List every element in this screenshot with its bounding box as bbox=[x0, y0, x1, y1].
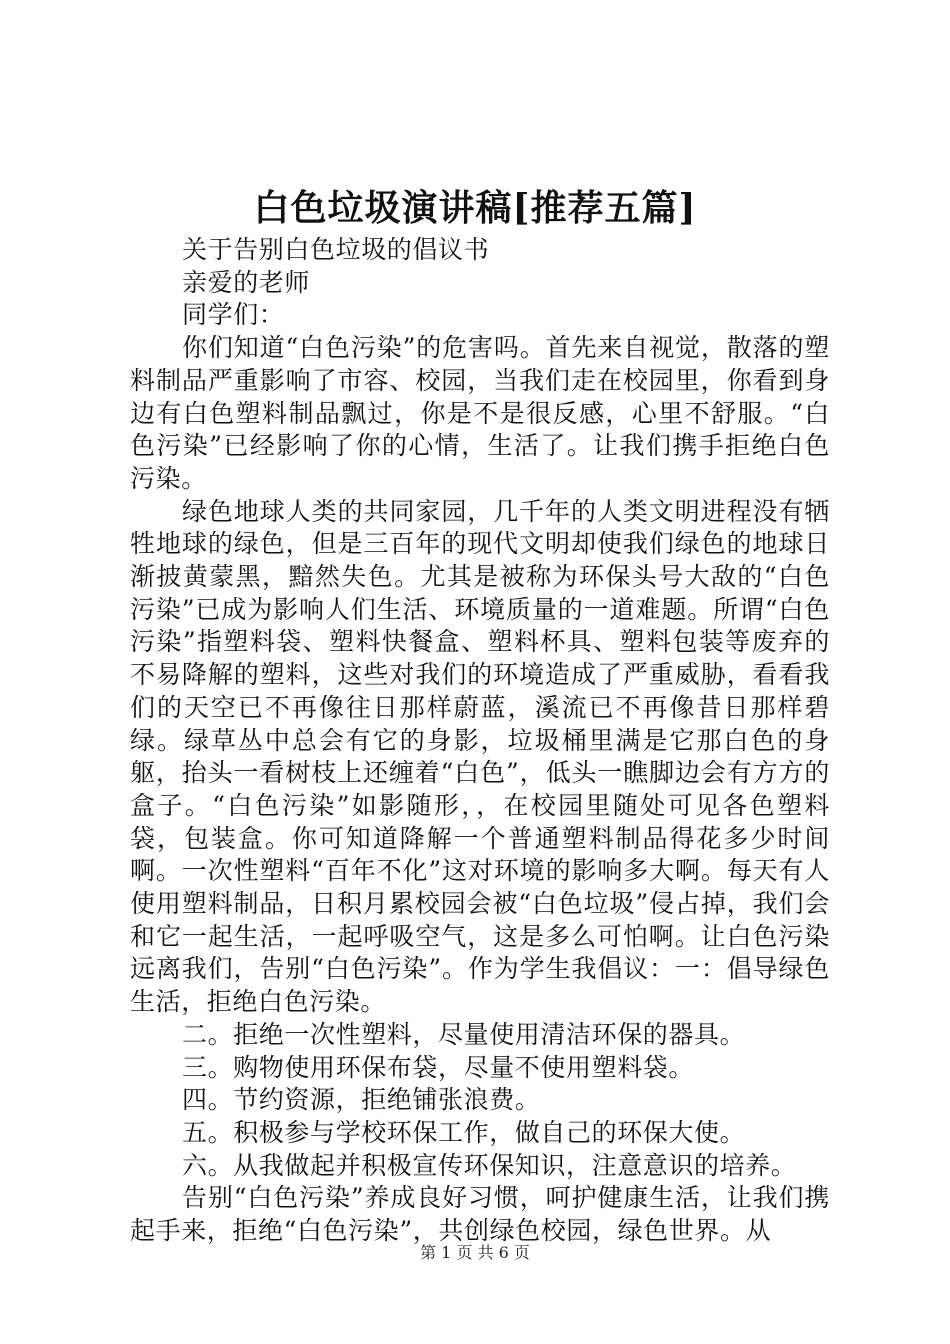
paragraph-item-3: 三。购物使用环保布袋，尽量不使用塑料袋。 bbox=[182, 1052, 695, 1082]
paragraph-salutation-1: 亲爱的老师 bbox=[182, 267, 311, 297]
paragraph-heading: 关于告别白色垃圾的倡议书 bbox=[182, 235, 490, 264]
document-title: 白色垃圾演讲稿[推荐五篇] bbox=[253, 187, 697, 229]
page-number-footer: 第 1 页 共 6 页 bbox=[420, 1243, 530, 1262]
paragraph-intro: 你们知道“白色污染”的危害吗。首先来自视觉，散落的塑料制品严重影响了市容、校园，当我们走在校园里，你看到身边有白色塑料制品飘过，你是不是很反感，心里不舒服。“白色污染”已经影响了你的心情，生活了。让我们携手拒绝白色污染。 bbox=[130, 333, 830, 493]
paragraph-main: 绿色地球人类的共同家园，几千年的人类文明进程没有牺牲地球的绿色，但是三百年的现代文明却使我们绿色的地球日渐披黄蒙黑，黯然失色。尤其是被称为环保头号大敌的“白色污染”已成为影响人们生活、环境质量的一道难题。所谓“白色污染”指塑料袋、塑料快餐盒、塑料杯具、塑料包装等废弃的不易降解的塑料，这些对我们的环境造成了严重威胁，看看我们的天空已不再像往日那样蔚蓝，溪流已不再像昔日那样碧绿。绿草丛中总会有它的身影，垃圾桶里满是它那白色的身躯，抬头一看树枝上还缠着“白色”，低头一瞧脚边会有方方的盒子。“白色污染”如影随形，，在校园里随处可见各色塑料袋，包装盒。你可知道降解一个普通塑料制品得花多少时间啊。一次性塑料“百年不化”这对环境的影响多大啊。每天有人使用塑料制品，日积月累校园会被“白色垃圾”侵占掉，我们会和它一起生活，一起呼吸空气，这是多么可怕啊。让白色污染远离我们，告别“白色污染”。作为学生我倡议：一：倡导绿色生活，拒绝白色污染。 bbox=[130, 496, 830, 1017]
paragraph-item-5: 五。积极参与学校环保工作，做自己的环保大使。 bbox=[182, 1117, 746, 1147]
document-body bbox=[130, 234, 830, 1248]
paragraph-item-4: 四。节约资源，拒绝铺张浪费。 bbox=[182, 1085, 541, 1115]
paragraph-item-2: 二。拒绝一次性塑料，尽量使用清洁环保的器具。 bbox=[182, 1019, 746, 1049]
paragraph-item-6: 六。从我做起并积极宣传环保知识，注意意识的培养。 bbox=[182, 1150, 797, 1180]
paragraph-salutation-2: 同学们： bbox=[182, 300, 285, 330]
paragraph-closing: 告别“白色污染”养成良好习惯，呵护健康生活，让我们携起手来，拒绝“白色污染”，共创绿色校园，绿色世界。从 bbox=[130, 1183, 830, 1246]
